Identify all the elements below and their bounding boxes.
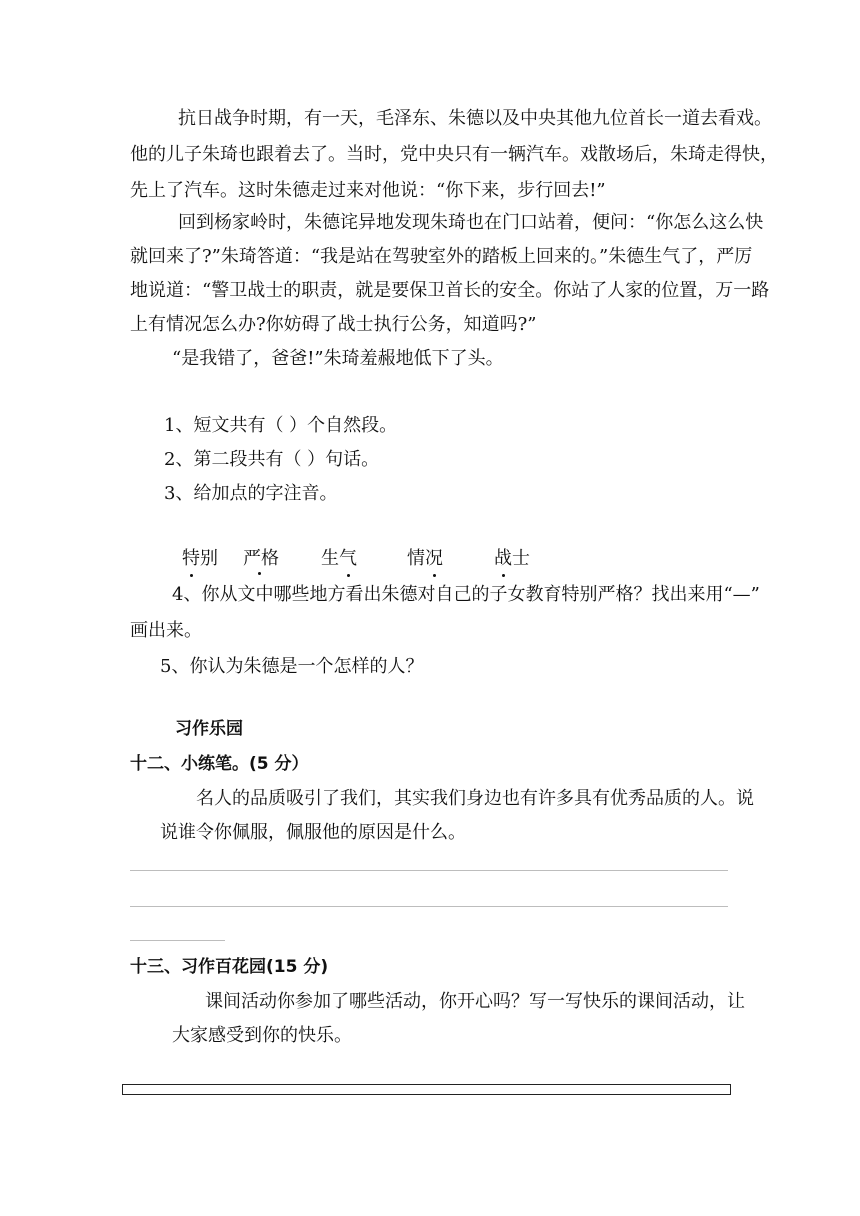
- question-4-line1: 4、你从文中哪些地方看出朱德对自己的子女教育特别严格？找出来用“—”: [172, 584, 760, 605]
- passage-p1-line2: 他的儿子朱琦也跟着去了。当时，党中央只有一辆汽车。戏散场后，朱琦走得快，: [130, 144, 778, 165]
- question-5: 5、你认为朱德是一个怎样的人？: [160, 656, 424, 677]
- passage-p1-line3: 先上了汽车。这时朱德走过来对他说：“你下来，步行回去!”: [130, 180, 606, 201]
- dotted-char: 况: [425, 548, 443, 569]
- passage-p2-line1: 回到杨家岭时，朱德诧异地发现朱琦也在门口站着，便问：“你怎么这么快: [178, 212, 764, 233]
- pinyin-word-3: 生气: [321, 548, 357, 569]
- pinyin-word-5: 战士: [494, 548, 530, 569]
- answer-line-3: [130, 940, 225, 941]
- section-13-prompt-line1: 课间活动你参加了哪些活动，你开心吗？写一写快乐的课间活动，让: [205, 991, 745, 1012]
- section-13-heading: 十三、习作百花园(15 分): [130, 957, 329, 977]
- answer-line-2: [130, 906, 728, 907]
- question-3: 3、给加点的字注音。: [164, 483, 338, 504]
- passage-p1-line1: 抗日战争时期，有一天，毛泽东、朱德以及中央其他九位首长一道去看戏。: [178, 108, 772, 129]
- pinyin-word-2: 严格: [243, 548, 279, 569]
- question-2: 2、第二段共有（ ）句话。: [164, 449, 380, 470]
- section-12-heading: 十二、小练笔。(5 分）: [130, 754, 309, 774]
- emphasis-dot: [258, 572, 261, 575]
- dotted-char: 格: [261, 548, 279, 569]
- pinyin-word-1: 特别: [182, 548, 218, 569]
- passage-p2-line3: 地说道：“警卫战士的职责，就是要保卫首长的安全。你站了人家的位置，万一路: [130, 280, 770, 301]
- section-12-prompt-line2: 说谁令你佩服，佩服他的原因是什么。: [160, 822, 466, 843]
- dotted-char: 战: [494, 548, 512, 569]
- dotted-char: 气: [339, 548, 357, 569]
- question-1: 1、短文共有（ ）个自然段。: [164, 415, 398, 436]
- question-4-line2: 画出来。: [130, 620, 202, 641]
- answer-line-1: [130, 870, 728, 871]
- passage-p2-line4: 上有情况怎么办?你妨碍了战士执行公务，知道吗?”: [130, 314, 537, 335]
- passage-p2-line2: 就回来了?”朱琦答道：“我是站在驾驶室外的踏板上回来的。”朱德生气了，严厉: [130, 246, 753, 267]
- writing-box: [122, 1084, 731, 1095]
- dotted-char: 特: [182, 548, 200, 569]
- section-13-prompt-line2: 大家感受到你的快乐。: [172, 1025, 352, 1046]
- section-title: 习作乐园: [175, 719, 243, 739]
- passage-p3: “是我错了，爸爸!”朱琦羞赧地低下了头。: [172, 348, 504, 369]
- section-12-prompt-line1: 名人的品质吸引了我们，其实我们身边也有许多具有优秀品质的人。说: [196, 788, 754, 809]
- pinyin-word-4: 情况: [407, 548, 443, 569]
